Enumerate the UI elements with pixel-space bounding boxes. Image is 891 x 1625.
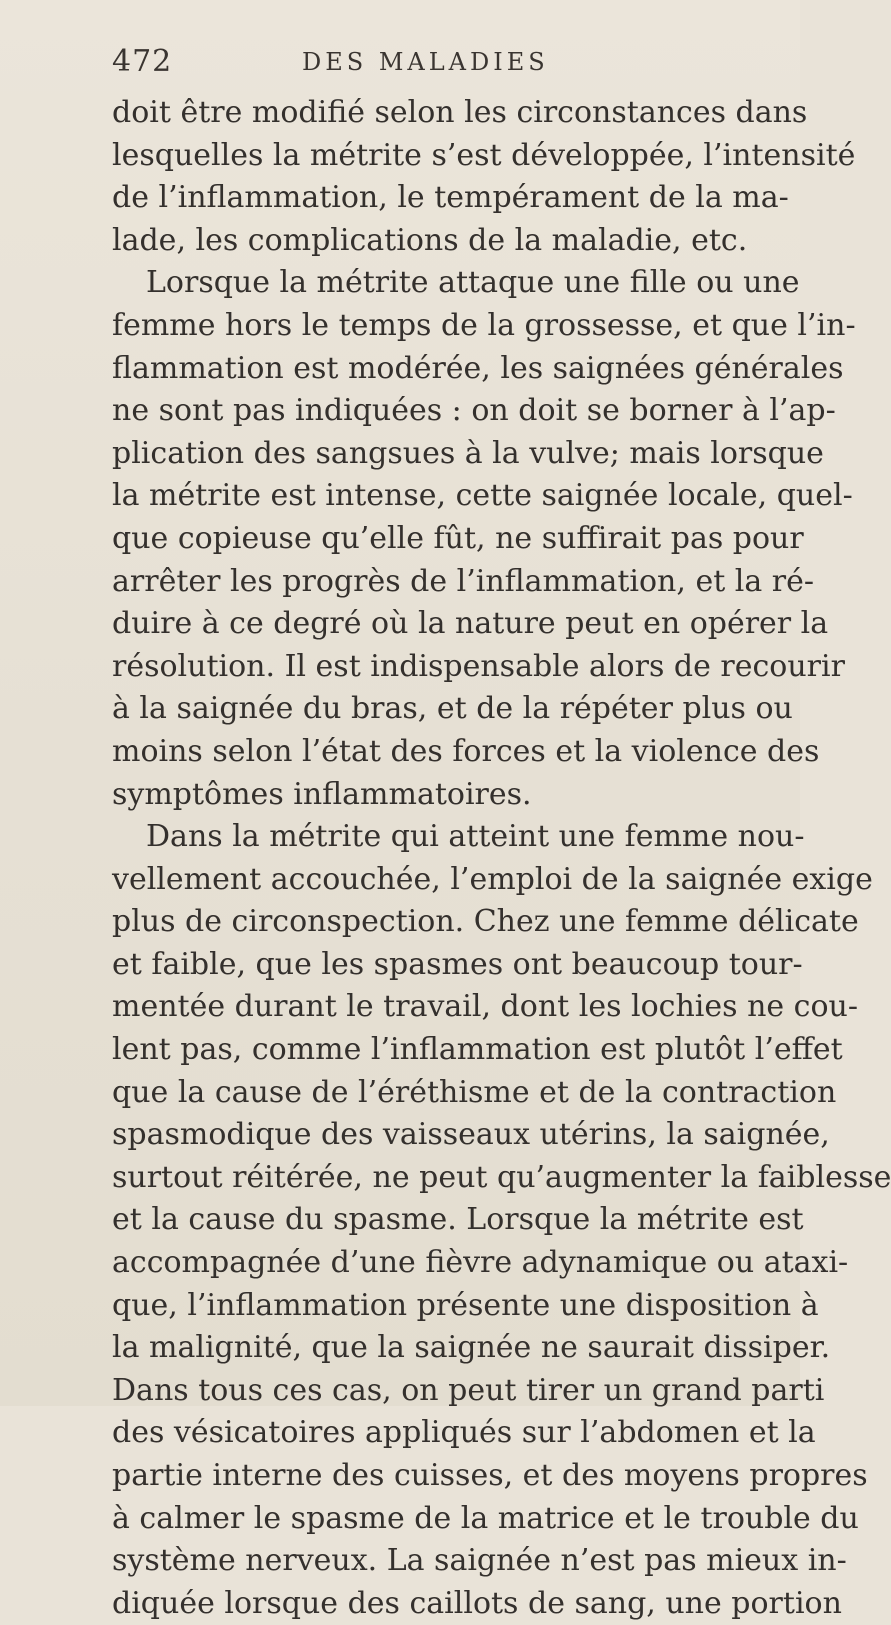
text-line: lesquelles la métrite s’est développée, l’intensité <box>112 137 856 173</box>
page-header <box>112 44 752 80</box>
text-line: vellement accouchée, l’emploi de la saignée exige <box>112 861 873 897</box>
text-line: accompagnée d’une fièvre adynamique ou ataxi- <box>112 1245 849 1281</box>
text-line: ne sont pas indiquées : on doit se borner à l’ap- <box>112 393 836 429</box>
text-line: surtout réitérée, ne peut qu’augmenter la faiblesse <box>112 1159 891 1195</box>
text-line: lent pas, comme l’inflammation est plutôt l’effet <box>112 1032 843 1068</box>
text-line: duire à ce degré où la nature peut en opérer la <box>112 606 829 642</box>
text-line: symptômes inflammatoires. <box>112 776 532 812</box>
text-line: système nerveux. La saignée n’est pas mieux in- <box>112 1543 847 1579</box>
text-line: et faible, que les spasmes ont beaucoup tour- <box>112 946 803 982</box>
text-line: arrêter les progrès de l’inflammation, et la ré- <box>112 563 815 599</box>
text-line: Dans la métrite qui atteint une femme nou- <box>146 819 805 855</box>
text-line: la métrite est intense, cette saignée locale, quel- <box>112 478 853 514</box>
text-line: que copieuse qu’elle fût, ne suffirait pas pour <box>112 520 804 556</box>
running-head: DES MALADIES <box>302 48 549 76</box>
text-line: Dans tous ces cas, on peut tirer un grand parti <box>112 1372 825 1408</box>
text-line: et la cause du spasme. Lorsque la métrite est <box>112 1202 804 1238</box>
paragraph <box>112 92 856 262</box>
text-line: plus de circonspection. Chez une femme délicate <box>112 904 859 940</box>
text-line: femme hors le temps de la grossesse, et que l’in- <box>112 307 856 343</box>
text-line: des vésicatoires appliqués sur l’abdomen et la <box>112 1415 816 1451</box>
text-line: doit être modifié selon les circonstances dans <box>112 95 808 130</box>
text-line: plication des sangsues à la vulve; mais lorsque <box>112 435 824 471</box>
text-line: à calmer le spasme de la matrice et le trouble du <box>112 1500 859 1536</box>
text-line: lade, les complications de la maladie, etc. <box>112 222 748 258</box>
text-line: la malignité, que la saignée ne saurait dissiper. <box>112 1330 831 1366</box>
page-number: 472 <box>112 44 173 79</box>
text-line: que la cause de l’éréthisme et de la contraction <box>112 1074 837 1110</box>
text-line: partie interne des cuisses, et des moyens propres <box>112 1458 868 1493</box>
text-line: de l’inflammation, le tempérament de la ma- <box>112 180 789 216</box>
paragraph <box>112 262 856 816</box>
text-line: que, l’inflammation présente une disposition à <box>112 1287 819 1323</box>
text-line: mentée durant le travail, dont les lochies ne cou- <box>112 989 859 1025</box>
paragraph <box>112 816 891 1625</box>
text-line: moins selon l’état des forces et la violence des <box>112 733 820 769</box>
text-line: flammation est modérée, les saignées générales <box>112 350 844 386</box>
text-line: diquée lorsque des caillots de sang, une portion <box>112 1585 842 1621</box>
body-text <box>112 92 891 1625</box>
text-line: à la saignée du bras, et de la répéter plus ou <box>112 691 793 727</box>
text-line: spasmodique des vaisseaux utérins, la saignée, <box>112 1117 830 1153</box>
text-line: résolution. Il est indispensable alors de recourir <box>112 648 845 684</box>
text-line: Lorsque la métrite attaque une fille ou une <box>146 265 800 301</box>
